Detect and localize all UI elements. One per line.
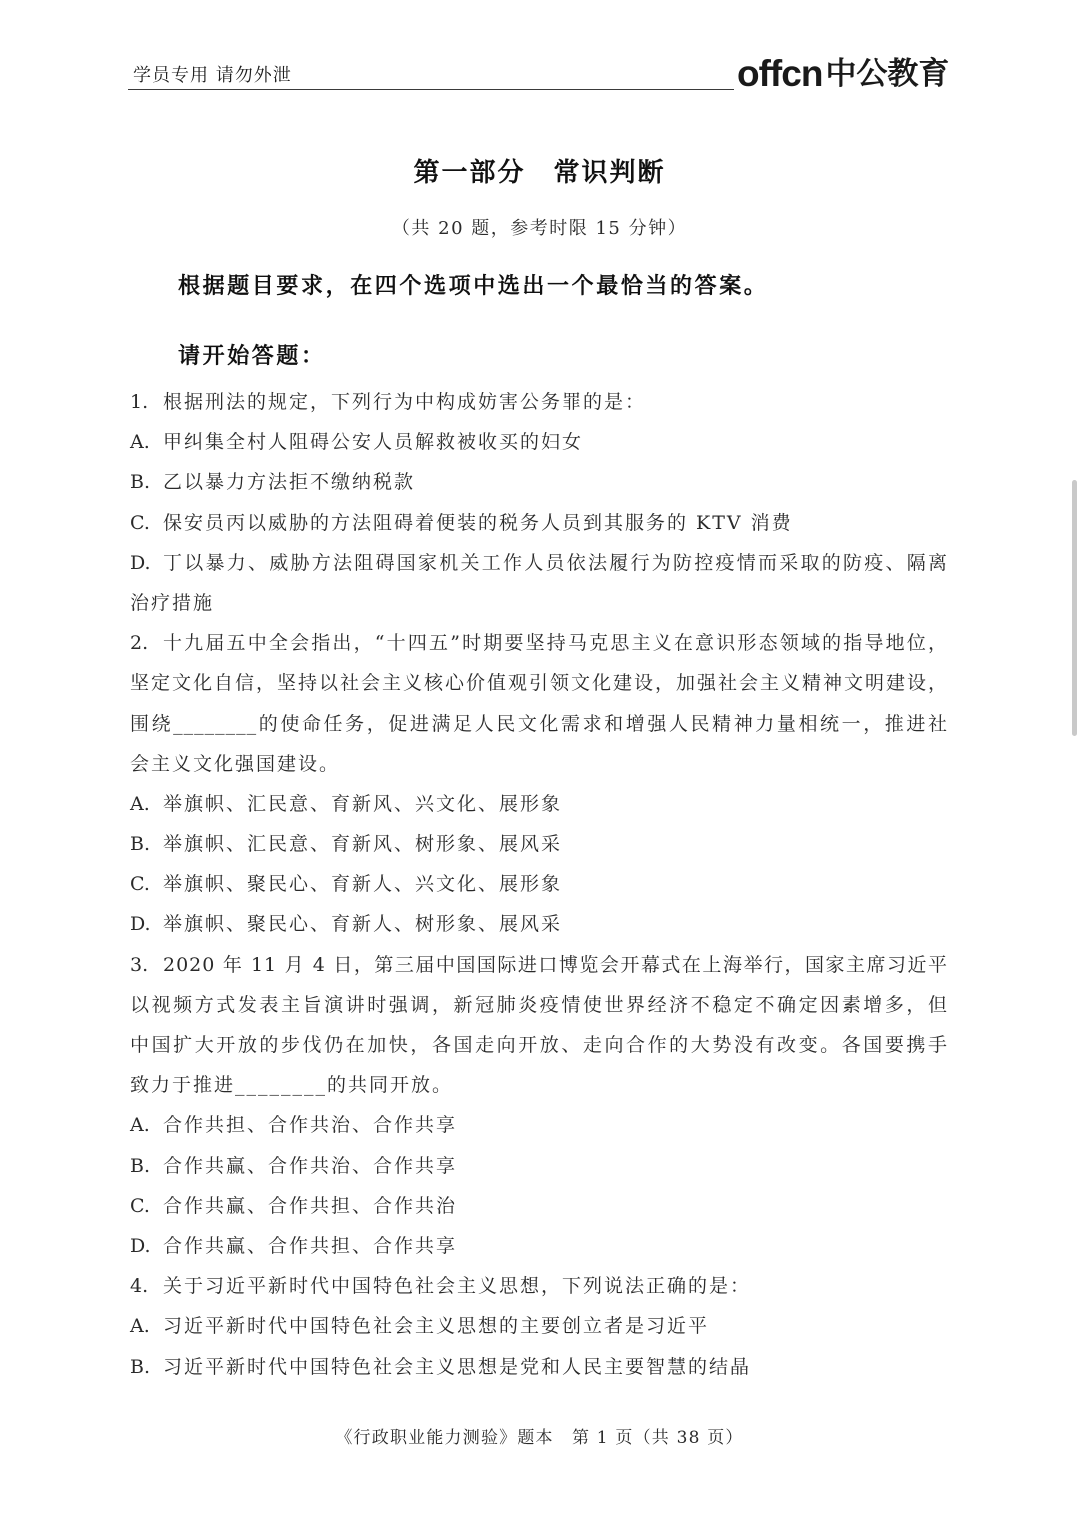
question-3: [130, 945, 948, 1267]
option-text: 举旗帜、聚民心、育新人、树形象、展风采: [163, 913, 563, 936]
option-d: [130, 543, 948, 583]
question-stem-text: 致力于推进________的共同开放。: [130, 1074, 454, 1097]
question-stem-line: [130, 623, 948, 663]
option-text: 合作共赢、合作共治、合作共享: [163, 1154, 458, 1177]
option-text: 举旗帜、聚民心、育新人、兴文化、展形象: [163, 873, 563, 896]
option-a: [130, 1306, 948, 1346]
section-title: 第一部分 常识判断: [413, 158, 666, 188]
option-a: [130, 422, 948, 462]
option-label: C.: [130, 511, 150, 534]
question-stem-line: [130, 1266, 948, 1306]
logo-cn-text: 中公教育: [825, 56, 950, 91]
option-a: [130, 1105, 948, 1145]
question-stem-text: 中国扩大开放的步伐仍在加快，各国走向开放、走向合作的大势没有改变。各国要携手: [130, 1034, 948, 1056]
question-stem-line: [130, 663, 948, 703]
option-label: B.: [130, 1355, 151, 1378]
option-d: [130, 1226, 948, 1266]
option-label: C.: [130, 873, 150, 896]
option-text: 乙以暴力方法拒不缴纳税款: [163, 471, 416, 494]
option-text: 习近平新时代中国特色社会主义思想的主要创立者是习近平: [163, 1315, 710, 1338]
option-text: 习近平新时代中国特色社会主义思想是党和人民主要智慧的结晶: [163, 1355, 752, 1378]
question-stem-line: [130, 744, 948, 784]
option-label: B.: [130, 1154, 151, 1177]
page-footer: 《行政职业能力测验》题本 第 1 页（共 38 页）: [335, 1428, 744, 1448]
option-b: [130, 462, 948, 502]
option-text: 甲纠集全村人阻碍公安人员解救被收买的妇女: [163, 431, 584, 454]
question-number: 4.: [130, 1275, 149, 1298]
header-confidential-note: 学员专用 请勿外泄: [133, 65, 292, 86]
question-stem-text: 坚定文化自信，坚持以社会主义核心价值观引领文化建设，加强社会主义精神文明建设，: [130, 672, 948, 695]
scrollbar-thumb[interactable]: [1072, 480, 1077, 736]
question-stem-text: 根据刑法的规定，下列行为中构成妨害公务罪的是：: [163, 391, 647, 413]
question-list: [130, 382, 948, 1387]
option-text: 治疗措施: [130, 591, 215, 614]
question-stem-line: [130, 1025, 948, 1065]
option-label: A.: [130, 792, 150, 815]
question-stem-line: [130, 382, 948, 422]
option-text: 合作共赢、合作共担、合作共享: [163, 1234, 458, 1257]
option-c: [130, 503, 948, 543]
question-stem-text: 围绕________的使命任务，促进满足人民文化需求和增强人民精神力量相统一，推进社: [130, 712, 948, 735]
question-stem-line: [130, 985, 948, 1025]
option-b: [130, 824, 948, 864]
option-label: A.: [130, 431, 150, 454]
option-label: D.: [130, 1234, 151, 1257]
question-stem-text: 以视频方式发表主旨演讲时强调，新冠肺炎疫情使世界经济不稳定不确定因素增多，但: [130, 993, 948, 1016]
option-text: 合作共赢、合作共担、合作共治: [163, 1194, 458, 1217]
question-stem-text: 2020 年 11 月 4 日，第三届中国国际进口博览会开幕式在上海举行，国家主席习近平: [163, 953, 948, 976]
option-text: 保安员丙以威胁的方法阻碍着便装的税务人员到其服务的 KTV 消费: [163, 511, 793, 534]
question-stem-line: [130, 704, 948, 744]
option-label: D.: [130, 551, 151, 574]
start-prompt: 请开始答题：: [178, 344, 326, 369]
section-subtitle: （共 20 题，参考时限 15 分钟）: [391, 218, 688, 239]
option-d-continuation: [130, 583, 948, 623]
question-stem-line: [130, 945, 948, 985]
question-number: 2.: [130, 632, 149, 655]
question-stem-text: 会主义文化强国建设。: [130, 752, 341, 775]
option-label: D.: [130, 913, 151, 936]
brand-logo: [737, 48, 949, 96]
question-stem-text: 关于习近平新时代中国特色社会主义思想，下列说法正确的是：: [163, 1275, 752, 1298]
question-4: [130, 1266, 948, 1387]
option-a: [130, 784, 948, 824]
option-b: [130, 1347, 948, 1387]
question-2: [130, 623, 948, 945]
question-stem-line: [130, 1065, 948, 1105]
option-c: [130, 864, 948, 904]
option-text: 合作共担、合作共治、合作共享: [163, 1114, 458, 1137]
option-c: [130, 1186, 948, 1226]
option-text: 举旗帜、汇民意、育新风、兴文化、展形象: [163, 792, 563, 815]
option-d: [130, 904, 948, 944]
option-label: A.: [130, 1114, 150, 1137]
question-stem-text: 十九届五中全会指出，“十四五”时期要坚持马克思主义在意识形态领域的指导地位，: [163, 632, 948, 655]
option-b: [130, 1146, 948, 1186]
header-rule: [128, 89, 734, 90]
question-number: 3.: [130, 953, 149, 976]
option-text: 举旗帜、汇民意、育新风、树形象、展风采: [163, 833, 563, 856]
option-text: 丁以暴力、威胁方法阻碍国家机关工作人员依法履行为防控疫情而采取的防疫、隔离: [163, 551, 948, 574]
option-label: B.: [130, 471, 151, 494]
option-label: B.: [130, 833, 151, 856]
option-label: C.: [130, 1194, 150, 1217]
logo-latin-text: offcn: [737, 53, 823, 94]
question-1: [130, 382, 948, 623]
question-number: 1.: [130, 391, 149, 413]
option-label: A.: [130, 1315, 150, 1338]
instruction-text: 根据题目要求，在四个选项中选出一个最恰当的答案。: [178, 274, 769, 299]
